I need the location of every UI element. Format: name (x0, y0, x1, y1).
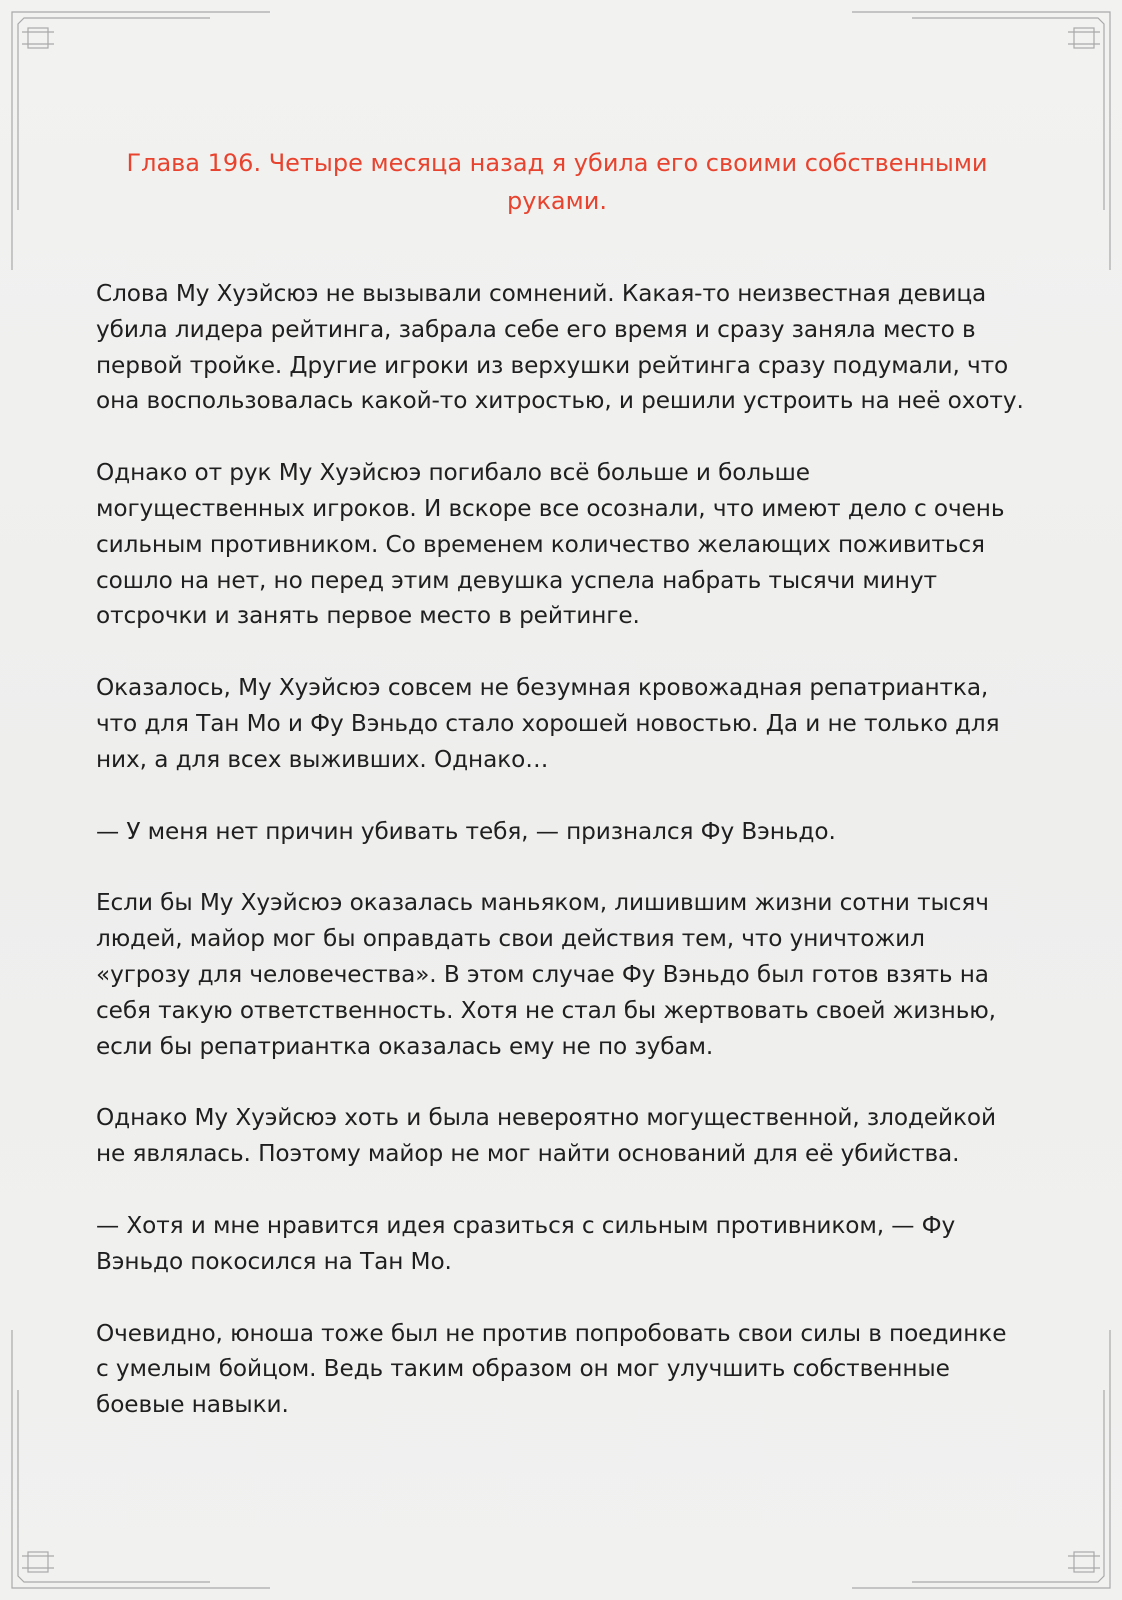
frame-corner-top-right (852, 12, 1110, 270)
frame-corner-top-left (12, 12, 270, 270)
paragraph: Оказалось, Му Хуэйсюэ совсем не безумная кровожадная репатриантка, что для Тан Мо и Фу Вэньдо стало хорошей новостью. Да и не только для них, а для всех выживших. Однако… (96, 674, 1000, 773)
paragraph: Однако Му Хуэйсюэ хоть и была невероятно могущественной, злодейкой не являлась. Поэтому майор не мог найти оснований для её убийства. (96, 1104, 996, 1168)
paragraph: Однако от рук Му Хуэйсюэ погибало всё больше и больше могущественных игроков. И вскоре все осознали, что имеют дело с очень сильным противником. Со временем количество желающих поживиться сошло на нет, но перед этим девушка успела набрать тысячи минут отсрочки и занять первое место в рейтинге. (96, 459, 1005, 630)
paragraph: Слова Му Хуэйсюэ не вызывали сомнений. Какая-то неизвестная девица убила лидера рейтинга, забрала себе его время и сразу заняла место в первой тройке. Другие игроки из верхушки рейтинга сразу подумали, что она воспользовалась какой-то хитростью, и решили устроить на неё охоту. (96, 280, 1024, 415)
paragraph: — У меня нет причин убивать тебя, — признался Фу Вэньдо. (96, 817, 836, 845)
paragraph: Если бы Му Хуэйсюэ оказалась маньяком, лишившим жизни сотни тысяч людей, майор мог бы оправдать свои действия тем, что уничтожил «угрозу для человечества». В этом случае Фу Вэньдо был готов взять на себя такую ответственность. Хотя не стал бы жертвовать своей жизнью, если бы репатриантка оказалась ему не по зубам. (96, 889, 996, 1060)
chapter-title: Глава 196. Четыре месяца назад я убила его своими собственными руками. (126, 149, 988, 215)
paragraph: Очевидно, юноша тоже был не против попробовать свои силы в поединке с умелым бойцом. Ведь таким образом он мог улучшить собственные боевые навыки. (96, 1319, 1007, 1419)
chapter-body (96, 276, 1026, 1459)
paragraph: — Хотя и мне нравится идея сразиться с сильным противником, — Фу Вэньдо покосился на Тан Мо. (96, 1211, 956, 1275)
